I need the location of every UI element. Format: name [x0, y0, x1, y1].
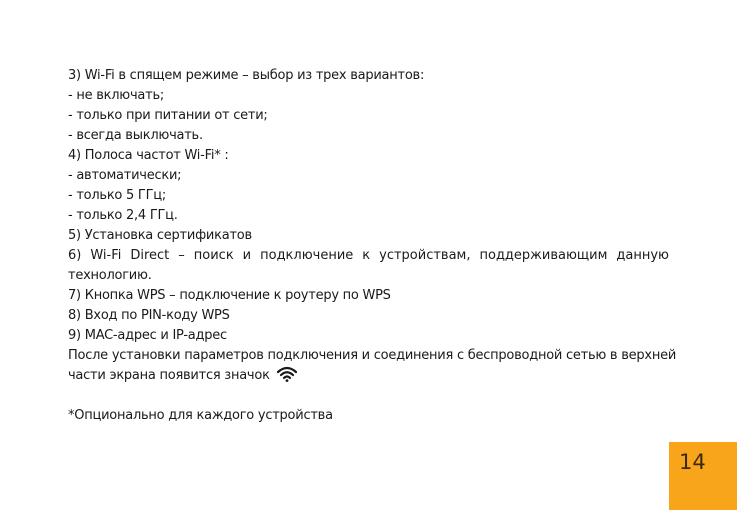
manual-text — [68, 66, 677, 426]
frequency-option-auto: - автоматически; — [68, 168, 182, 183]
wifi-icon — [277, 366, 297, 389]
frequency-option-5ghz: - только 5 ГГц; — [68, 188, 166, 203]
connection-note-line1: После установки параметров подключения и соединения с беспроводной сетью в верхней — [68, 348, 677, 363]
connection-note-text: части экрана появится значок — [68, 368, 270, 383]
wifi-direct-item-line1: 6) Wi-Fi Direct – поиск и подключение к устройствам, поддерживающим данную — [68, 248, 669, 263]
page-number: 14 — [679, 450, 706, 474]
wifi-sleep-heading: 3) Wi-Fi в спящем режиме – выбор из трех вариантов: — [68, 68, 425, 83]
page-number-tab — [669, 442, 737, 510]
footnote: *Опционально для каждого устройства — [68, 408, 333, 423]
wifi-sleep-option-never: - не включать; — [68, 88, 164, 103]
mac-ip-item: 9) MAC-адрес и IP-адрес — [68, 328, 227, 343]
frequency-option-24ghz: - только 2,4 ГГц. — [68, 208, 178, 223]
frequency-band-heading: 4) Полоса частот Wi-Fi* : — [68, 148, 229, 163]
wifi-sleep-option-always: - всегда выключать. — [68, 128, 203, 143]
spacer — [68, 386, 669, 406]
wps-pin-item: 8) Вход по PIN-коду WPS — [68, 308, 230, 323]
certificates-item: 5) Установка сертификатов — [68, 228, 252, 243]
wifi-sleep-option-plugged: - только при питании от сети; — [68, 108, 268, 123]
connection-note-line2 — [68, 366, 669, 386]
wps-button-item: 7) Кнопка WPS – подключение к роутеру по WPS — [68, 288, 391, 303]
wifi-direct-item-line2: технологию. — [68, 268, 152, 283]
